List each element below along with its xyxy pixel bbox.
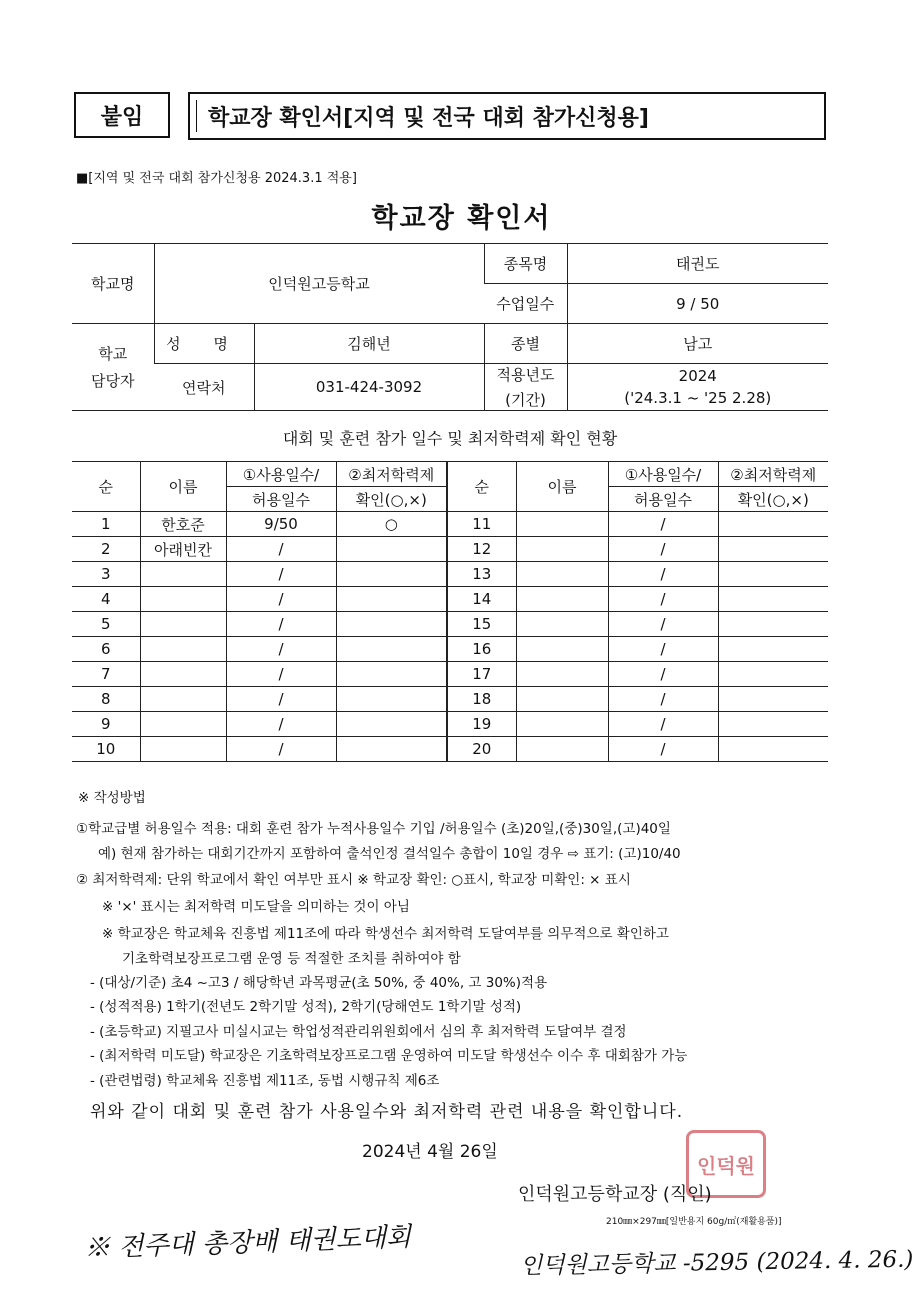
class-days-value: 9 / 50 <box>567 284 828 324</box>
note-item: ※ 학교장은 학교체육 진흥법 제11조에 따라 학생선수 최저학력 도달여부를 의무적으로 확인하고 <box>102 926 669 942</box>
row-name <box>516 687 608 712</box>
attachment-tag: 붙임 <box>74 92 170 138</box>
row-min-check <box>336 637 447 662</box>
row-name <box>140 587 226 612</box>
row-no: 13 <box>447 562 516 587</box>
row-name: 아래빈칸 <box>140 537 226 562</box>
participant-row <box>72 637 828 662</box>
year-label <box>484 364 567 411</box>
participants-table <box>72 461 828 762</box>
participant-row <box>72 662 828 687</box>
year-value-line2: ('24.3.1 ~ '25 2.28) <box>624 389 772 407</box>
name-value: 김해년 <box>254 324 484 364</box>
col-name-right: 이름 <box>516 462 608 512</box>
row-name <box>516 562 608 587</box>
row-days: / <box>608 637 718 662</box>
row-no: 9 <box>72 712 140 737</box>
staff-label <box>72 324 154 411</box>
row-min-check <box>336 587 447 612</box>
row-no: 1 <box>72 512 140 537</box>
col-min-line1: ②최저학력제 <box>336 462 447 487</box>
school-name-label: 학교명 <box>72 244 154 324</box>
participant-row <box>72 512 828 537</box>
participant-row <box>72 537 828 562</box>
row-days: / <box>608 737 718 762</box>
row-days: / <box>608 662 718 687</box>
note-item: 예) 현재 참가하는 대회기간까지 포함하여 출석인정 결석일수 총합이 10일 경우 ⇨ 표기: (고)10/40 <box>98 846 681 862</box>
row-no: 20 <box>447 737 516 762</box>
row-name <box>516 537 608 562</box>
year-label-line2: (기간) <box>505 391 546 409</box>
participant-row <box>72 712 828 737</box>
row-min-check <box>336 537 447 562</box>
col-days-line2: 허용일수 <box>226 487 336 512</box>
row-days: / <box>608 712 718 737</box>
row-no: 8 <box>72 687 140 712</box>
col-no: 순 <box>72 462 140 512</box>
row-days: / <box>608 687 718 712</box>
row-name <box>516 662 608 687</box>
row-days: / <box>226 737 336 762</box>
row-min-check <box>718 537 828 562</box>
row-days: / <box>226 587 336 612</box>
col-name: 이름 <box>140 462 226 512</box>
row-name <box>516 712 608 737</box>
note-item: - (초등학교) 지필고사 미실시교는 학업성적관리위원회에서 심의 후 최저학력 도달여부 결정 <box>90 1024 627 1040</box>
row-no: 7 <box>72 662 140 687</box>
row-min-check <box>336 687 447 712</box>
row-name <box>516 637 608 662</box>
event-value: 태권도 <box>567 244 828 284</box>
applies-note: ■[지역 및 전국 대회 참가신청용 2024.3.1 적용] <box>76 171 357 186</box>
row-days: 9/50 <box>226 512 336 537</box>
row-min-check <box>336 737 447 762</box>
row-no: 4 <box>72 587 140 612</box>
row-no: 5 <box>72 612 140 637</box>
row-min-check <box>718 562 828 587</box>
event-label: 종목명 <box>484 244 567 284</box>
school-info-table <box>72 243 828 411</box>
contact-label: 연락처 <box>154 364 254 411</box>
note-item: ※ '×' 표시는 최저학력 미도달을 의미하는 것이 아님 <box>102 899 410 915</box>
participant-row <box>72 587 828 612</box>
page-title: 학교장 확인서 <box>371 203 552 234</box>
row-name <box>140 737 226 762</box>
note-item: ② 최저학력제: 단위 학교에서 확인 여부만 표시 ※ 학교장 확인: ○표시, 학교장 미확인: × 표시 <box>76 872 631 888</box>
school-name-value: 인덕원고등학교 <box>154 244 484 324</box>
note-item: - (최저학력 미도달) 학교장은 기초학력보장프로그램 운영하여 미도달 학생선수 이수 후 대회참가 가능 <box>90 1048 688 1064</box>
row-days: / <box>226 562 336 587</box>
participant-row <box>72 562 828 587</box>
row-name <box>140 687 226 712</box>
row-name: 한호준 <box>140 512 226 537</box>
type-label: 종별 <box>484 324 567 364</box>
row-days: / <box>608 562 718 587</box>
row-no: 16 <box>447 637 516 662</box>
col-days-line1: ①사용일수/ <box>226 462 336 487</box>
year-value-line1: 2024 <box>678 367 717 385</box>
confirmation-statement: 위와 같이 대회 및 훈련 참가 사용일수와 최저학력 관련 내용을 확인합니다. <box>90 1102 684 1122</box>
note-item: ①학교급별 허용일수 적용: 대회 훈련 참가 누적사용일수 기입 /허용일수 (초)20일,(중)30일,(고)40일 <box>76 821 671 837</box>
row-days: / <box>608 537 718 562</box>
row-min-check <box>718 687 828 712</box>
row-no: 18 <box>447 687 516 712</box>
class-days-label: 수업일수 <box>484 284 567 324</box>
note-item: 기초학력보장프로그램 운영 등 적절한 조치를 취하여야 함 <box>122 951 461 967</box>
col-min-line2: 확인(○,×) <box>336 487 447 512</box>
col-min-right-line1: ②최저학력제 <box>718 462 828 487</box>
principal-signature-line: 인덕원고등학교장 (직인) <box>518 1184 712 1205</box>
row-no: 19 <box>447 712 516 737</box>
row-min-check <box>718 612 828 637</box>
row-min-check <box>718 737 828 762</box>
row-no: 14 <box>447 587 516 612</box>
row-days: / <box>226 662 336 687</box>
row-name <box>516 587 608 612</box>
handwritten-doc-number: 인덕원고등학교 -5295 (2024. 4. 26.) <box>519 1246 914 1280</box>
participant-row <box>72 612 828 637</box>
issue-date: 2024년 4월 26일 <box>362 1142 498 1162</box>
col-no-right: 순 <box>447 462 516 512</box>
row-days: / <box>226 712 336 737</box>
row-min-check <box>336 712 447 737</box>
row-days: / <box>226 612 336 637</box>
type-value: 남고 <box>567 324 828 364</box>
col-days-right-line1: ①사용일수/ <box>608 462 718 487</box>
participant-row <box>72 687 828 712</box>
row-no: 11 <box>447 512 516 537</box>
row-min-check <box>336 612 447 637</box>
header-divider <box>196 100 197 132</box>
row-days: / <box>608 512 718 537</box>
row-min-check <box>718 587 828 612</box>
note-item: - (관련법령) 학교체육 진흥법 제11조, 동법 시행규칙 제6조 <box>90 1073 440 1089</box>
row-days: / <box>608 587 718 612</box>
row-days: / <box>226 637 336 662</box>
seal-text: 인덕원 <box>697 1153 755 1178</box>
row-min-check <box>718 637 828 662</box>
note-item: - (대상/기준) 초4 ~고3 / 해당학년 과목평균(초 50%, 중 40%, 고 30%)적용 <box>90 975 548 991</box>
year-label-line1: 적용년도 <box>496 366 555 384</box>
row-name <box>140 562 226 587</box>
row-days: / <box>608 612 718 637</box>
col-days-right-line2: 허용일수 <box>608 487 718 512</box>
row-min-check <box>718 662 828 687</box>
handwritten-event-note: ※ 전주대 총장배 태권도대회 <box>83 1222 412 1264</box>
row-min-check <box>718 512 828 537</box>
row-days: / <box>226 537 336 562</box>
note-heading: ※ 작성방법 <box>78 790 146 806</box>
row-name <box>140 637 226 662</box>
row-min-check <box>336 662 447 687</box>
row-name <box>140 662 226 687</box>
row-no: 2 <box>72 537 140 562</box>
section-title: 대회 및 훈련 참가 일수 및 최저학력제 확인 현황 <box>282 429 618 448</box>
row-no: 15 <box>447 612 516 637</box>
staff-label-line2: 담당자 <box>91 372 135 390</box>
row-no: 10 <box>72 737 140 762</box>
row-no: 12 <box>447 537 516 562</box>
row-min-check: ○ <box>336 512 447 537</box>
row-name <box>516 612 608 637</box>
row-no: 6 <box>72 637 140 662</box>
contact-value: 031-424-3092 <box>254 364 484 411</box>
staff-label-line1: 학교 <box>98 345 128 363</box>
writing-instructions <box>76 792 836 1092</box>
header-title-box <box>188 92 826 140</box>
row-min-check <box>336 562 447 587</box>
row-name <box>516 737 608 762</box>
paper-spec: 210㎜×297㎜[일반용지 60g/㎡(재활용품)] <box>606 1217 782 1227</box>
row-name <box>140 612 226 637</box>
note-item: - (성적적용) 1학기(전년도 2학기말 성적), 2학기(당해연도 1학기말 성적) <box>90 999 522 1015</box>
row-no: 17 <box>447 662 516 687</box>
row-min-check <box>718 712 828 737</box>
year-value <box>567 364 828 411</box>
col-min-right-line2: 확인(○,×) <box>718 487 828 512</box>
participant-row <box>72 737 828 762</box>
row-name <box>140 712 226 737</box>
row-days: / <box>226 687 336 712</box>
row-no: 3 <box>72 562 140 587</box>
row-name <box>516 512 608 537</box>
name-label: 성 명 <box>154 324 254 364</box>
header-title: 학교장 확인서[지역 및 전국 대회 참가신청용] <box>208 105 649 131</box>
